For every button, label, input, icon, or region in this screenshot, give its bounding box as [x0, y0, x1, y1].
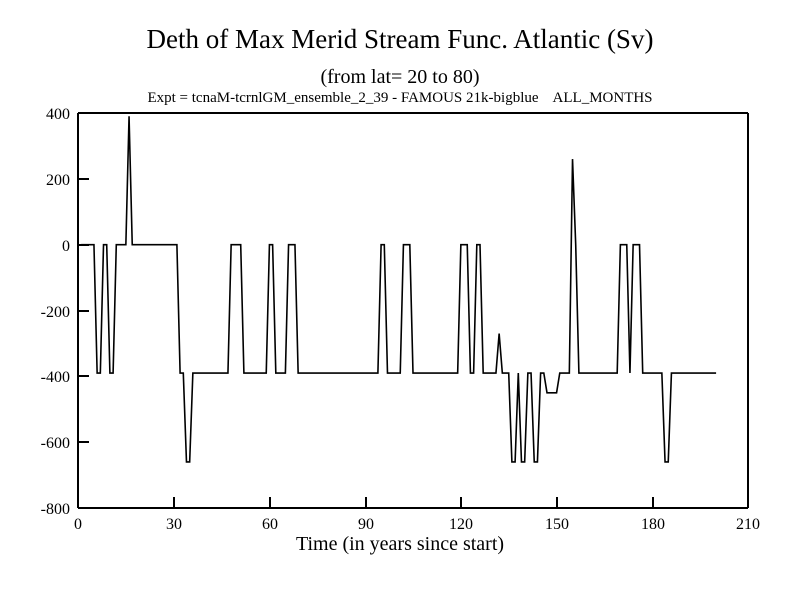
y-axis-tick-labels [41, 106, 70, 518]
y-tick-label: 200 [46, 172, 70, 189]
y-axis-ticks [78, 113, 89, 508]
data-series-line [81, 116, 716, 462]
x-tick-label: 180 [641, 516, 665, 533]
x-tick-label: 210 [736, 516, 760, 533]
x-axis-tick-labels [74, 516, 760, 533]
y-tick-label: -400 [40, 369, 70, 386]
chart-subtitle: (from lat= 20 to 80) [320, 66, 480, 88]
y-tick-label: -200 [40, 304, 70, 321]
x-axis-label: Time (in years since start) [295, 533, 505, 555]
y-tick-label: 0 [62, 238, 70, 255]
y-tick-label: -600 [40, 435, 70, 452]
x-tick-label: 30 [166, 516, 182, 533]
y-tick-label: 400 [46, 106, 70, 123]
x-tick-label: 0 [74, 516, 82, 533]
chart-title: Deth of Max Merid Stream Func. Atlantic (Sv) [146, 24, 654, 54]
x-tick-label: 150 [545, 516, 569, 533]
months-label: ALL_MONTHS [552, 90, 653, 106]
experiment-label: Expt = tcnaM-tcrnlGM_ensemble_2_39 - FAMOUS 21k-bigblue [147, 90, 539, 106]
x-tick-label: 90 [358, 516, 374, 533]
y-tick-label: -800 [40, 501, 70, 518]
x-tick-label: 120 [449, 516, 473, 533]
x-tick-label: 60 [262, 516, 278, 533]
x-axis-ticks [78, 497, 748, 508]
